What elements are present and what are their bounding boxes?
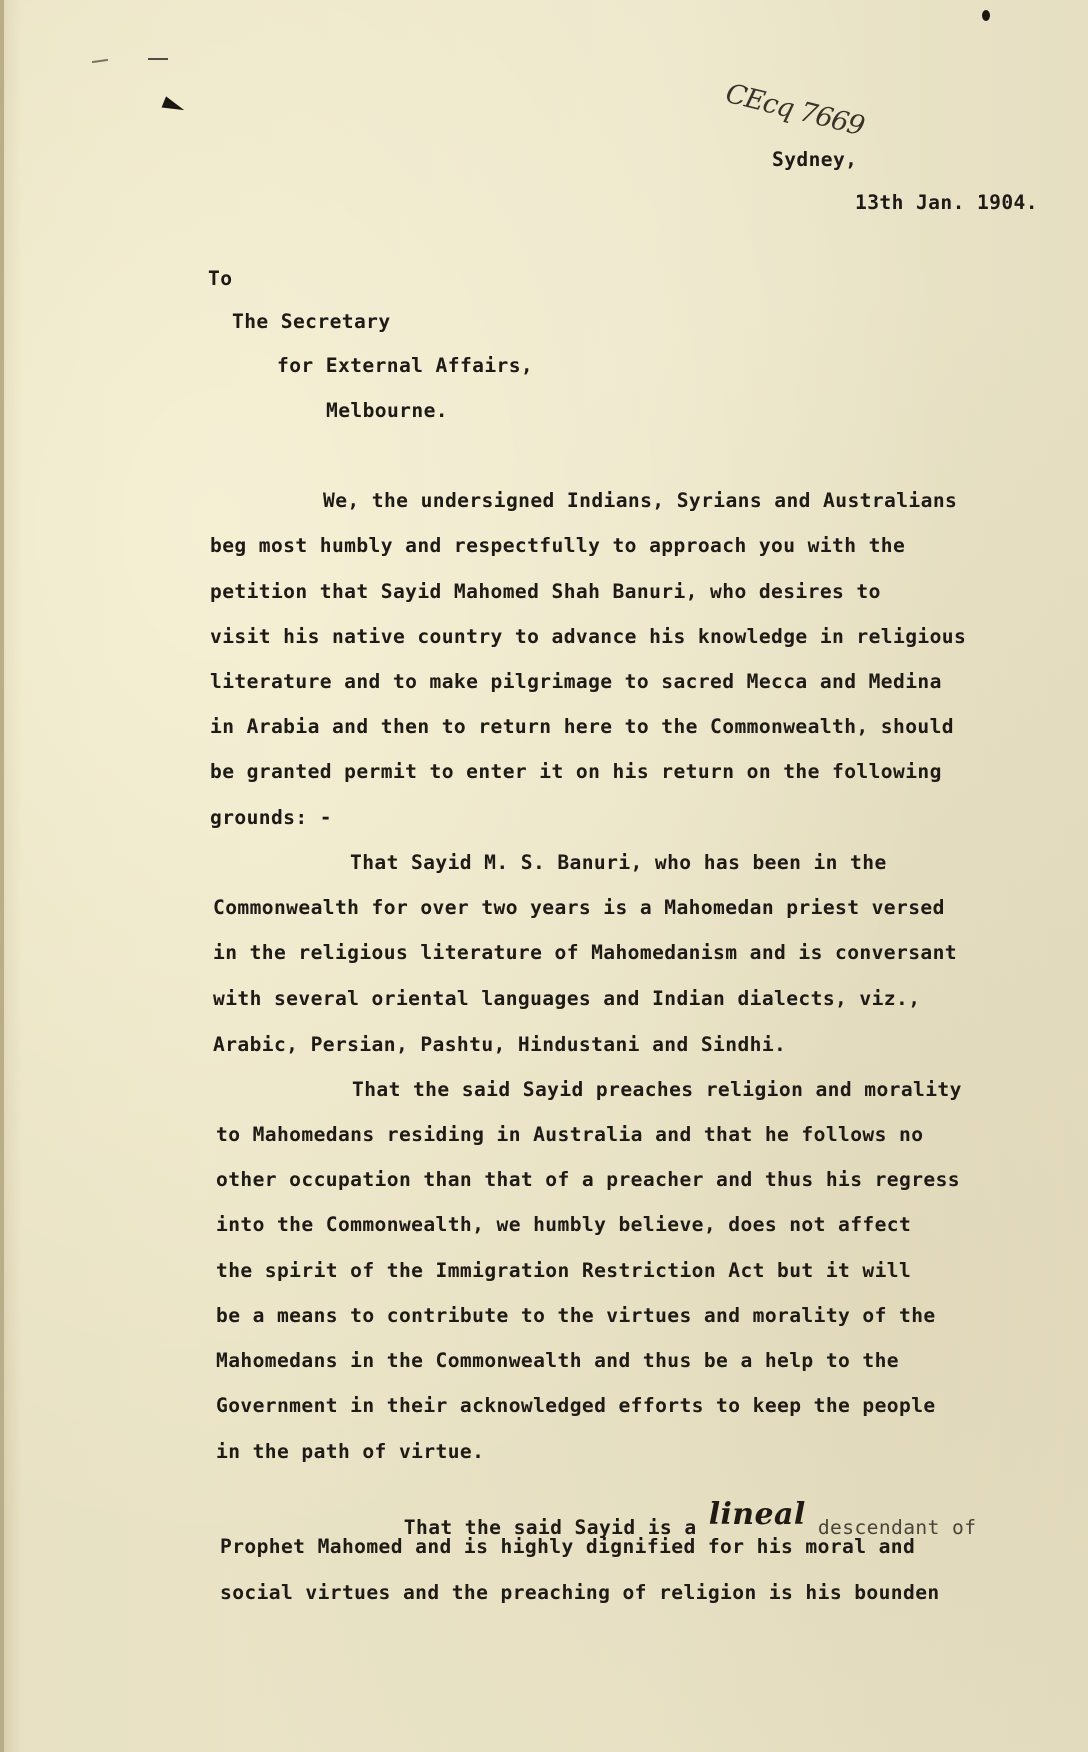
- arrow-mark-icon: [162, 96, 187, 115]
- lineal-line-after: descendant of: [805, 1515, 977, 1539]
- body-line: We, the undersigned Indians, Syrians and Australians: [323, 489, 958, 512]
- address-line: Melbourne.: [326, 399, 448, 422]
- ink-dot: [982, 10, 990, 21]
- body-line: social virtues and the preaching of religion is his bounden: [220, 1581, 940, 1604]
- body-line: be granted permit to enter it on his return on the following: [210, 760, 942, 783]
- body-line: Government in their acknowledged efforts to keep the people: [216, 1394, 936, 1417]
- lineal-line-before: That the said Sayid is a: [403, 1515, 709, 1539]
- body-line: That the said Sayid preaches religion and morality: [352, 1078, 962, 1101]
- body-line: Prophet Mahomed and is highly dignified for his moral and: [220, 1535, 916, 1558]
- body-line: Arabic, Persian, Pashtu, Hindustani and Sindhi.: [213, 1033, 787, 1056]
- body-line: in the religious literature of Mahomedanism and is conversant: [213, 941, 957, 964]
- body-line: visit his native country to advance his knowledge in religious: [210, 625, 967, 648]
- pencil-mark: [92, 59, 108, 63]
- body-line: literature and to make pilgrimage to sacred Mecca and Medina: [210, 670, 942, 693]
- letter-place: Sydney,: [772, 148, 858, 171]
- body-line: beg most humbly and respectfully to approach you with the: [210, 534, 906, 557]
- body-line: with several oriental languages and Indian dialects, viz.,: [213, 987, 921, 1010]
- reference-note: CEcq 7669: [722, 78, 867, 143]
- body-line: petition that Sayid Mahomed Shah Banuri, who desires to: [210, 580, 881, 603]
- body-line: to Mahomedans residing in Australia and that he follows no: [216, 1123, 924, 1146]
- body-line: into the Commonwealth, we humbly believe, does not affect: [216, 1213, 912, 1236]
- letter-date: 13th Jan. 1904.: [855, 191, 1038, 214]
- address-line: for External Affairs,: [277, 354, 534, 377]
- handwritten-correction: lineal: [708, 1496, 806, 1532]
- body-line: in the path of virtue.: [216, 1440, 485, 1463]
- pencil-mark: [148, 58, 168, 60]
- body-line: in Arabia and then to return here to the Commonwealth, should: [210, 715, 954, 738]
- page-edge: [0, 0, 4, 1752]
- address-line: The Secretary: [232, 310, 391, 333]
- body-line: Commonwealth for over two years is a Mahomedan priest versed: [213, 896, 945, 919]
- salutation: To: [208, 267, 233, 290]
- body-line: That Sayid M. S. Banuri, who has been in the: [350, 851, 887, 874]
- body-line: other occupation than that of a preacher and thus his regress: [216, 1168, 960, 1191]
- body-line: be a means to contribute to the virtues and morality of the: [216, 1304, 936, 1327]
- body-line: grounds: -: [210, 806, 332, 829]
- body-line: Mahomedans in the Commonwealth and thus be a help to the: [216, 1349, 899, 1372]
- body-line: the spirit of the Immigration Restriction Act but it will: [216, 1259, 912, 1282]
